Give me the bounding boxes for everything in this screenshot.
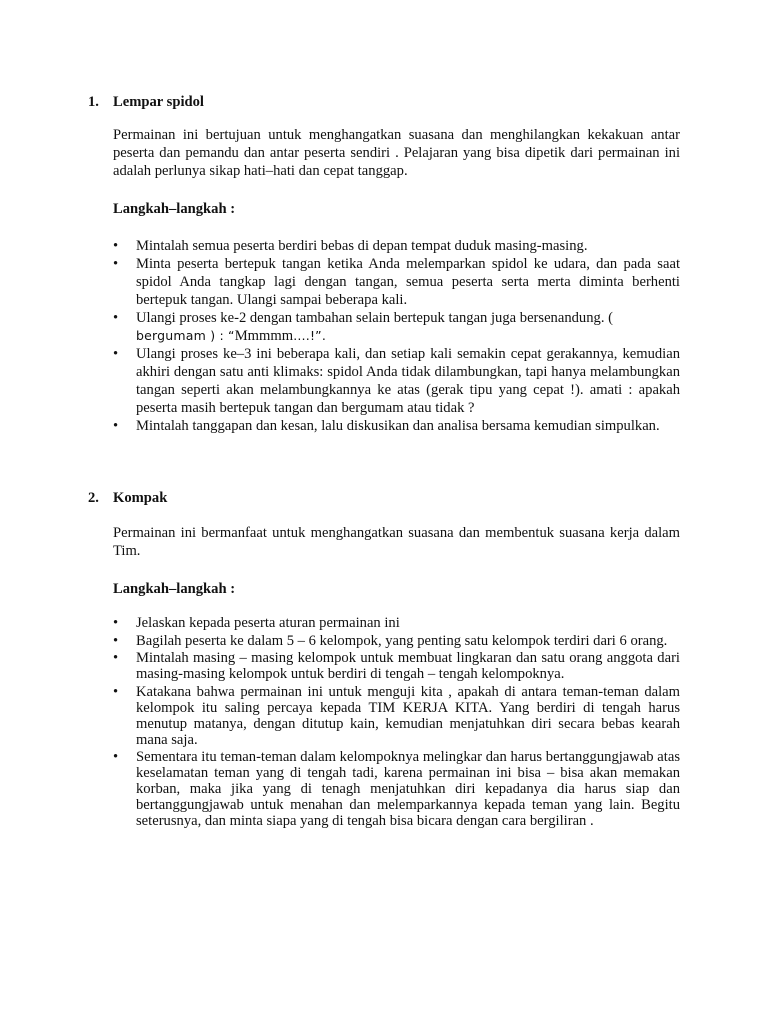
step-text: Ulangi proses ke-2 dengan tambahan selain bertepuk tangan juga bersenandung. ( xyxy=(136,310,613,326)
list-item xyxy=(113,615,680,631)
list-item xyxy=(113,684,680,748)
bullet-icon: • xyxy=(113,749,119,765)
bullet-icon: • xyxy=(113,346,119,362)
bullet-icon: • xyxy=(113,632,119,649)
step-text: Katakana bahwa permainan ini untuk menguji kita , apakah di antara teman-teman dalam kelompok itu saling percaya kepada TIM KERJA KITA. Yang berdiri di tengah harus menutup matanya, dengan ditutup kain, kemudian menjatuhkan diri secara bebas kearah mana saja. xyxy=(136,683,680,748)
section-title: Kompak xyxy=(113,490,168,506)
step-text: Mintalah masing – masing kelompok untuk membuat lingkaran dan satu orang anggota dari masing-masing kelompok untuk berdiri di tengah – tengah kelompoknya. xyxy=(136,650,680,682)
bullet-icon: • xyxy=(113,683,119,700)
list-item xyxy=(113,633,680,649)
bullet-icon: • xyxy=(113,418,119,434)
steps-title: Langkah–langkah : xyxy=(113,201,236,217)
bullet-icon: • xyxy=(113,256,119,272)
section-heading xyxy=(88,93,680,111)
step-text-ellipsis: ….!”. xyxy=(293,328,327,343)
list-item xyxy=(113,309,680,345)
step-text: Jelaskan kepada peserta aturan permainan ini xyxy=(136,615,400,631)
steps-list xyxy=(113,237,680,435)
section-number: 1. xyxy=(88,94,99,110)
step-text-continued: bergumam ) : “ xyxy=(136,328,235,343)
section-number: 2. xyxy=(88,490,99,506)
section-title: Lempar spidol xyxy=(113,94,204,110)
list-item xyxy=(113,255,680,309)
section-heading xyxy=(88,489,680,507)
bullet-icon: • xyxy=(113,615,119,631)
step-text: Sementara itu teman-teman dalam kelompoknya melingkar dan harus bertanggungjawab atas keselamatan teman yang di tengah tadi, karena permainan ini bisa – bisa akan memakan korban, maka jika yang di tenagh menjatuhkan diri kepadanya dia harus siap dan bertanggungjawab untuk menahan dan melemparkannya kepada teman yang lain. Begitu seterusnya, dan minta siapa yang di tengah bisa bicara dengan cara bergiliran . xyxy=(136,749,680,829)
step-text: Mintalah semua peserta berdiri bebas di depan tempat duduk masing-masing. xyxy=(136,238,588,254)
list-item xyxy=(113,650,680,682)
list-item xyxy=(113,345,680,417)
list-item xyxy=(113,237,680,255)
step-text: Minta peserta bertepuk tangan ketika Anda melemparkan spidol ke udara, dan pada saat spidol Anda tangkap lagi dengan tangan, semua peserta serta merta diminta berhenti bertepuk tangan. Ulangi sampai beberapa kali. xyxy=(136,256,680,308)
section-kompak xyxy=(88,489,680,831)
step-text: Ulangi proses ke–3 ini beberapa kali, dan setiap kali semakin cepat gerakannya, kemudian akhiri dengan satu anti klimaks: spidol Anda tidak dilambungkan, tapi hanya melambungkan tangan seperti akan melambungkannya ke atas (gerak tipu yang cepat !). amati : apakah peserta masih bertepuk tangan dan bergumam atau tidak ? xyxy=(136,346,680,416)
list-item xyxy=(113,749,680,829)
bullet-icon: • xyxy=(113,238,119,254)
section-lempar-spidol xyxy=(88,93,680,435)
steps-list xyxy=(113,615,680,829)
bullet-icon: • xyxy=(113,310,119,326)
step-text: Bagilah peserta ke dalam 5 – 6 kelompok, yang penting satu kelompok terdiri dari 6 orang. xyxy=(136,632,668,649)
step-text-hum: Mmmmm xyxy=(234,328,294,344)
bullet-icon: • xyxy=(113,650,119,666)
section-description: Permainan ini bermanfaat untuk menghangatkan suasana dan membentuk suasana kerja dalam Tim. xyxy=(113,525,680,559)
steps-title: Langkah–langkah : xyxy=(113,581,236,597)
section-description: Permainan ini bertujuan untuk menghangatkan suasana dan menghilangkan kekakuan antar peserta dan pemandu dan antar peserta sendiri . Pelajaran yang bisa dipetik dari permainan ini adalah perlunya sikap hati–hati dan cepat tanggap. xyxy=(113,127,680,179)
step-text: Mintalah tanggapan dan kesan, lalu diskusikan dan analisa bersama kemudian simpulkan. xyxy=(136,418,660,434)
list-item xyxy=(113,417,680,435)
